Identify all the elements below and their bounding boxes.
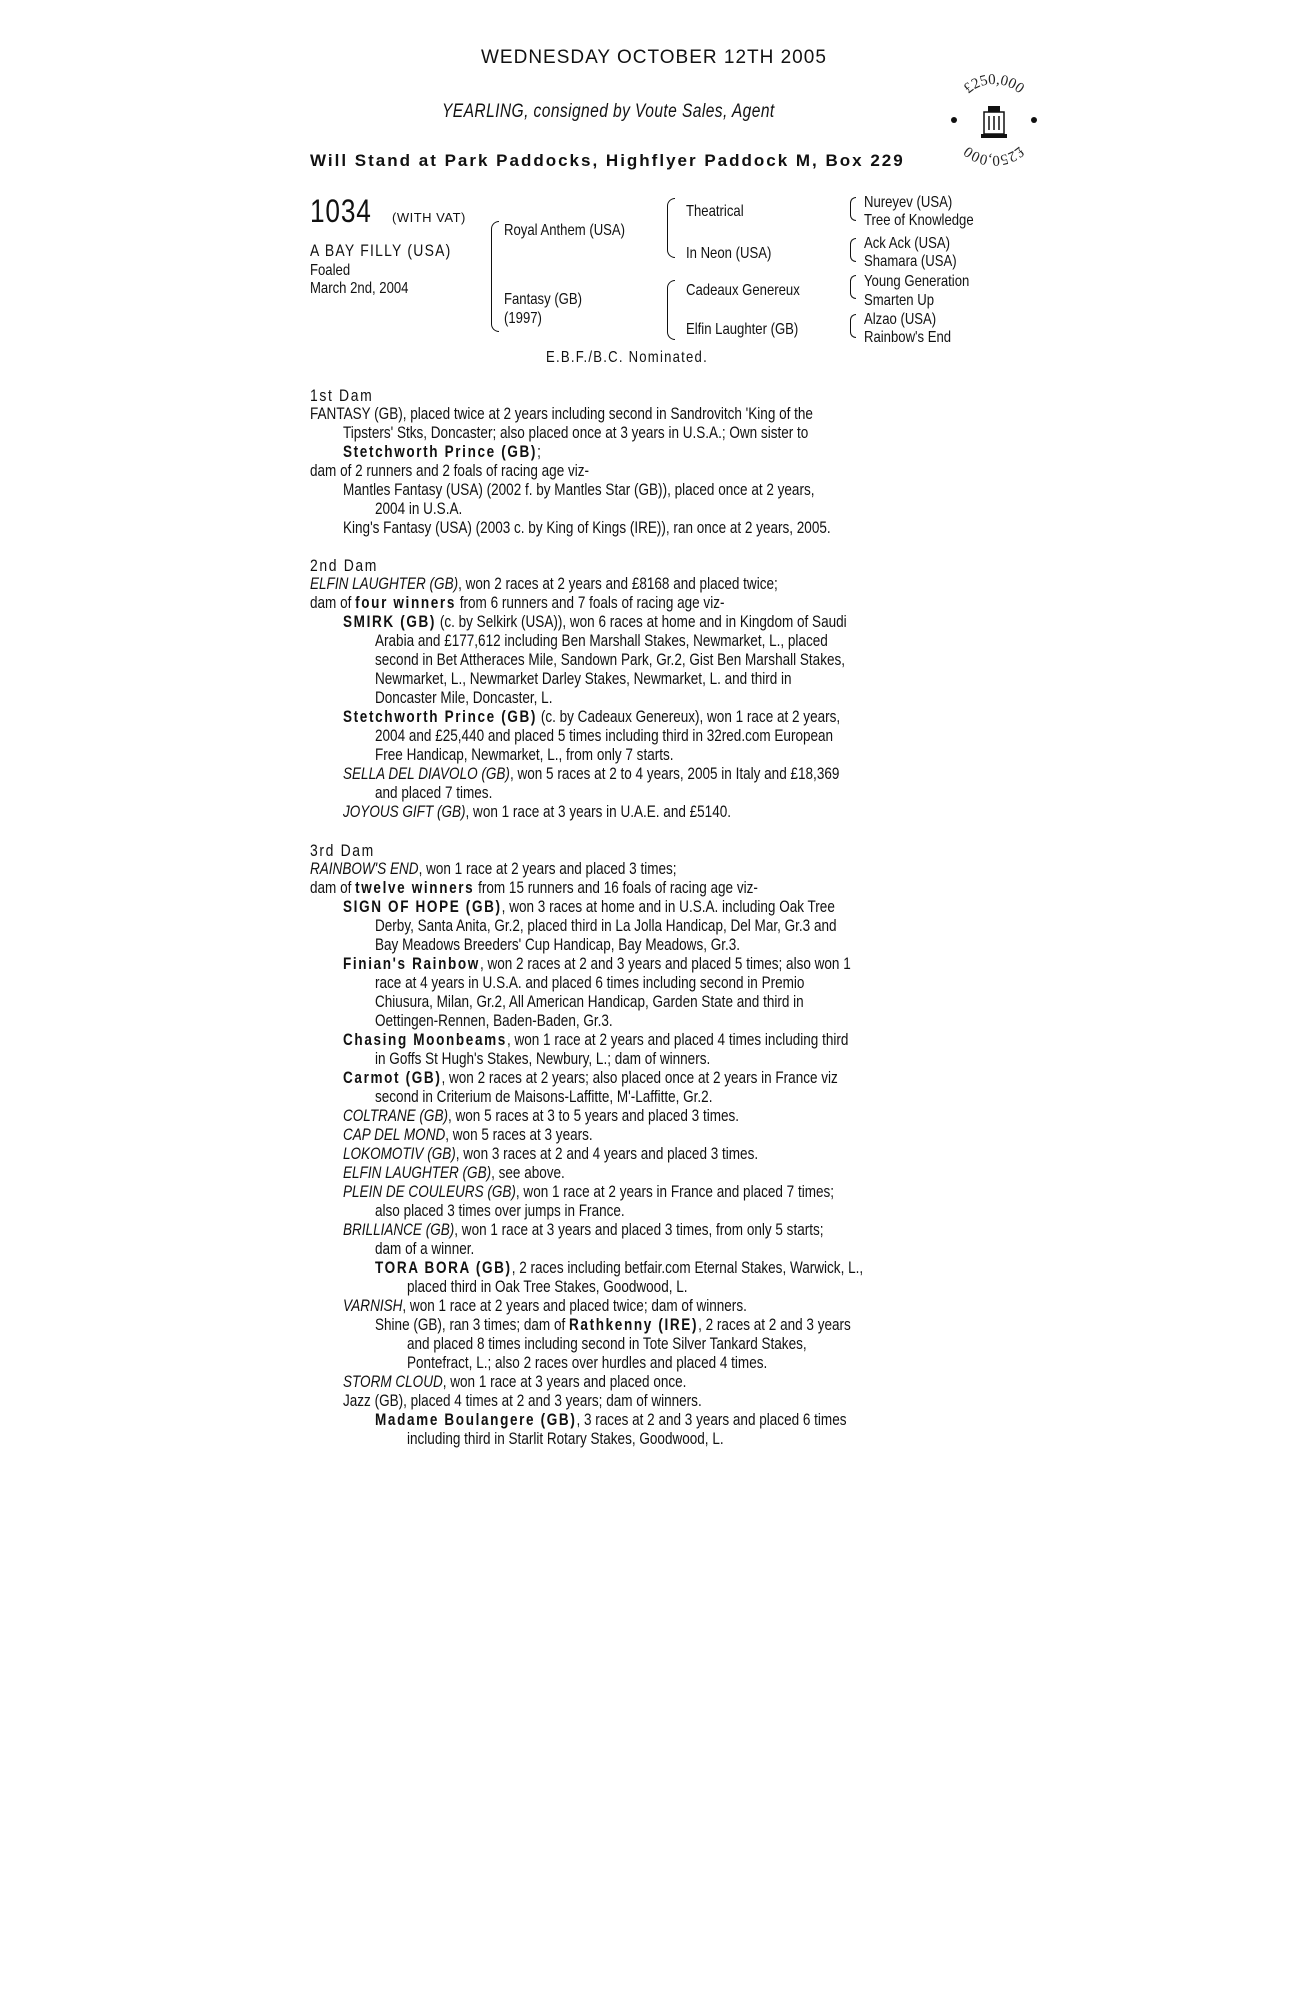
- second-dam-line: SELLA DEL DIAVOLO (GB), won 5 races at 2 to 4 years, 2005 in Italy and £18,369: [343, 765, 840, 783]
- pedigree-gg-5: Young Generation: [864, 273, 970, 290]
- pedigree-brace-sire: [667, 198, 675, 258]
- third-dam-line: second in Criterium de Maisons-Laffitte, M'-Laffitte, Gr.2.: [375, 1088, 713, 1106]
- third-dam-line: BRILLIANCE (GB), won 1 race at 3 years and placed 3 times, from only 5 starts;: [343, 1221, 824, 1239]
- third-dam-line: Shine (GB), ran 3 times; dam of Rathkenny (IRE), 2 races at 2 and 3 years: [375, 1316, 851, 1334]
- third-dam-line: Carmot (GB), won 2 races at 2 years; also placed once at 2 years in France viz: [343, 1069, 838, 1087]
- second-dam-line: Newmarket, L., Newmarket Darley Stakes, Newmarket, L. and third in: [375, 670, 792, 688]
- third-dam-line: Finian's Rainbow, won 2 races at 2 and 3 years and placed 5 times; also won 1: [343, 955, 851, 973]
- third-dam-heading: 3rd Dam: [310, 841, 375, 860]
- lot-vat: (WITH VAT): [392, 210, 466, 225]
- pedigree-grandsire-2: Cadeaux Genereux: [686, 282, 800, 299]
- first-dam-line: dam of 2 runners and 2 foals of racing age viz-: [310, 462, 590, 480]
- third-dam-line: CAP DEL MOND, won 5 races at 3 years.: [343, 1126, 593, 1144]
- third-dam-line: race at 4 years in U.S.A. and placed 6 times including second in Premio: [375, 974, 805, 992]
- svg-text:£250,000: [961, 143, 1027, 168]
- second-dam-line: SMIRK (GB) (c. by Selkirk (USA)), won 6 races at home and in Kingdom of Saudi: [343, 613, 847, 631]
- consignment-line: YEARLING, consigned by Voute Sales, Agent: [442, 101, 775, 122]
- second-dam-line: Stetchworth Prince (GB) (c. by Cadeaux Genereux), won 1 race at 2 years,: [343, 708, 841, 726]
- foaled-label: Foaled: [310, 262, 351, 279]
- second-dam-line: Free Handicap, Newmarket, L., from only 7 starts.: [375, 746, 674, 764]
- third-dam-line: Bay Meadows Breeders' Cup Handicap, Bay Meadows, Gr.3.: [375, 936, 741, 954]
- pedigree-gg-8: Rainbow's End: [864, 329, 952, 346]
- seal-text-bottom: £250,000: [961, 142, 1027, 169]
- third-dam-line: Pontefract, L.; also 2 races over hurdles and placed 4 times.: [407, 1354, 768, 1372]
- third-dam-line: SIGN OF HOPE (GB), won 3 races at home and in U.S.A. including Oak Tree: [343, 898, 835, 916]
- third-dam-line: RAINBOW'S END, won 1 race at 2 years and placed 3 times;: [310, 860, 677, 878]
- third-dam-line: Chasing Moonbeams, won 1 race at 2 years and placed 4 times including third: [343, 1031, 849, 1049]
- third-dam-line: Oettingen-Rennen, Baden-Baden, Gr.3.: [375, 1012, 613, 1030]
- pedigree-gg-6: Smarten Up: [864, 292, 935, 309]
- second-dam-line: Arabia and £177,612 including Ben Marshall Stakes, Newmarket, L., placed: [375, 632, 828, 650]
- pedigree-dam-year: (1997): [504, 310, 542, 327]
- second-dam-line: Doncaster Mile, Doncaster, L.: [375, 689, 553, 707]
- pedigree-granddam-2: Elfin Laughter (GB): [686, 321, 799, 338]
- first-dam-line: Tipsters' Stks, Doncaster; also placed once at 3 years in U.S.A.; Own sister to: [343, 424, 809, 442]
- third-dam-line: also placed 3 times over jumps in France.: [375, 1202, 625, 1220]
- pedigree-brace-g2: [850, 238, 856, 262]
- pedigree-brace-g1: [850, 197, 856, 221]
- third-dam-line: in Goffs St Hugh's Stakes, Newbury, L.; dam of winners.: [375, 1050, 711, 1068]
- third-dam-line: VARNISH, won 1 race at 2 years and placed twice; dam of winners.: [343, 1297, 747, 1315]
- svg-text:£250,000: [961, 72, 1027, 97]
- pedigree-gg-2: Tree of Knowledge: [864, 212, 974, 229]
- pedigree-gg-7: Alzao (USA): [864, 311, 937, 328]
- second-dam-line: JOYOUS GIFT (GB), won 1 race at 3 years in U.A.E. and £5140.: [343, 803, 732, 821]
- third-dam-line: dam of a winner.: [375, 1240, 475, 1258]
- pedigree-gg-3: Ack Ack (USA): [864, 235, 951, 252]
- third-dam-line: TORA BORA (GB), 2 races including betfair.com Eternal Stakes, Warwick, L.,: [375, 1259, 864, 1277]
- lot-number: 1034: [310, 193, 372, 229]
- second-dam-line: second in Bet Attheraces Mile, Sandown Park, Gr.2, Gist Ben Marshall Stakes,: [375, 651, 846, 669]
- third-dam-line: Derby, Santa Anita, Gr.2, placed third in La Jolla Handicap, Del Mar, Gr.3 and: [375, 917, 837, 935]
- pedigree-gg-4: Shamara (USA): [864, 253, 957, 270]
- pedigree-brace-main: [491, 221, 499, 332]
- third-dam-line: STORM CLOUD, won 1 race at 3 years and placed once.: [343, 1373, 687, 1391]
- third-dam-line: LOKOMOTIV (GB), won 3 races at 2 and 4 years and placed 3 times.: [343, 1145, 759, 1163]
- third-dam-line: Jazz (GB), placed 4 times at 2 and 3 years; dam of winners.: [343, 1392, 702, 1410]
- third-dam-line: and placed 8 times including second in Tote Silver Tankard Stakes,: [407, 1335, 807, 1353]
- pedigree-sire: Royal Anthem (USA): [504, 222, 626, 239]
- pedigree-brace-dam: [667, 280, 675, 340]
- third-dam-line: Chiusura, Milan, Gr.2, All American Handicap, Garden State and third in: [375, 993, 804, 1011]
- pedigree-grandsire-1: Theatrical: [686, 203, 744, 220]
- second-dam-line: 2004 and £25,440 and placed 5 times including third in 32red.com European: [375, 727, 834, 745]
- first-dam-line: Mantles Fantasy (USA) (2002 f. by Mantles Star (GB)), placed once at 2 years,: [343, 481, 815, 499]
- third-dam-line: COLTRANE (GB), won 5 races at 3 to 5 years and placed 3 times.: [343, 1107, 740, 1125]
- pedigree-brace-g3: [850, 275, 856, 299]
- seal-text-top: £250,000: [961, 71, 1027, 98]
- third-dam-line: Madame Boulangere (GB), 3 races at 2 and 3 years and placed 6 times: [375, 1411, 847, 1429]
- price-seal-stamp: [944, 70, 1044, 170]
- pedigree-dam: Fantasy (GB): [504, 291, 583, 308]
- third-dam-line: PLEIN DE COULEURS (GB), won 1 race at 2 years in France and placed 7 times;: [343, 1183, 835, 1201]
- pedigree-granddam-1: In Neon (USA): [686, 245, 772, 262]
- first-dam-heading: 1st Dam: [310, 386, 374, 405]
- stand-location: Will Stand at Park Paddocks, Highflyer Paddock M, Box 229: [310, 151, 905, 170]
- third-dam-line: ELFIN LAUGHTER (GB), see above.: [343, 1164, 565, 1182]
- nomination: E.B.F./B.C. Nominated.: [546, 349, 708, 366]
- first-dam-line: Stetchworth Prince (GB);: [343, 443, 541, 461]
- second-dam-line: ELFIN LAUGHTER (GB), won 2 races at 2 years and £8168 and placed twice;: [310, 575, 778, 593]
- sale-date: WEDNESDAY OCTOBER 12TH 2005: [481, 47, 827, 68]
- third-dam-line: dam of twelve winners from 15 runners and 16 foals of racing age viz-: [310, 879, 758, 897]
- sibling-name: Stetchworth Prince (GB): [343, 443, 538, 461]
- first-dam-line: FANTASY (GB), placed twice at 2 years including second in Sandrovitch 'King of the: [310, 405, 813, 423]
- horse-description: A BAY FILLY (USA): [310, 241, 452, 260]
- first-dam-line: King's Fantasy (USA) (2003 c. by King of Kings (IRE)), ran once at 2 years, 2005.: [343, 519, 831, 537]
- pedigree-gg-1: Nureyev (USA): [864, 194, 953, 211]
- third-dam-line: including third in Starlit Rotary Stakes, Goodwood, L.: [407, 1430, 724, 1448]
- second-dam-line: and placed 7 times.: [375, 784, 493, 802]
- second-dam-line: dam of four winners from 6 runners and 7 foals of racing age viz-: [310, 594, 725, 612]
- first-dam-line: 2004 in U.S.A.: [375, 500, 463, 518]
- foaled-date: March 2nd, 2004: [310, 280, 409, 297]
- pedigree-brace-g4: [850, 314, 856, 338]
- second-dam-heading: 2nd Dam: [310, 556, 379, 575]
- third-dam-line: placed third in Oak Tree Stakes, Goodwood, L.: [407, 1278, 688, 1296]
